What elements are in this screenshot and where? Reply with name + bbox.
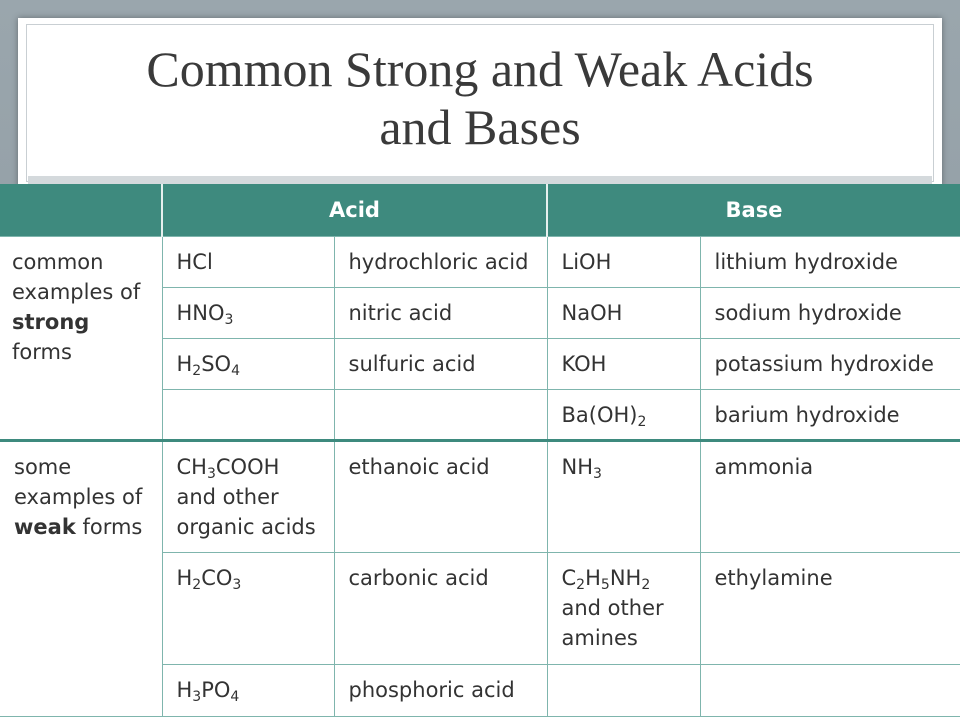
compound-name: barium hydroxide (714, 402, 900, 427)
acid-name-cell (334, 338, 547, 389)
header-acid: Acid (162, 184, 547, 236)
base-name-cell (700, 338, 960, 389)
base-formula-cell (547, 338, 700, 389)
emphasis: strong (12, 309, 90, 334)
slide-title (18, 40, 942, 156)
table-header-row (0, 184, 960, 236)
acid-formula-cell (162, 389, 334, 440)
compound-name: sulfuric acid (348, 351, 476, 376)
acid-name-cell (334, 440, 547, 552)
compound-name: ethanoic acid (348, 454, 490, 479)
table-row (0, 236, 960, 287)
chemical-formula: HCl (176, 249, 213, 274)
chemical-formula: LiOH (561, 249, 612, 274)
base-formula-cell (547, 552, 700, 664)
chemical-formula: $H_2SO_4$ (176, 351, 240, 379)
acid-formula-cell (162, 236, 334, 287)
acid-formula-cell (162, 287, 334, 338)
compound-name: phosphoric acid (348, 677, 515, 702)
compound-name: ammonia (714, 454, 814, 479)
chemical-formula: KOH (561, 351, 607, 376)
title-line-2: and Bases (379, 99, 581, 155)
acid-name-cell (334, 552, 547, 664)
base-name-cell (700, 552, 960, 664)
acid-name-cell (334, 287, 547, 338)
table-row (0, 440, 960, 552)
base-formula-cell (547, 664, 700, 716)
base-formula-cell (547, 236, 700, 287)
acid-name-cell (334, 389, 547, 440)
acid-formula-cell (162, 552, 334, 664)
acid-base-table-container (0, 184, 960, 720)
chemical-formula: $Ba(OH)_2$ (561, 402, 647, 430)
base-name-cell (700, 236, 960, 287)
header-base: Base (547, 184, 960, 236)
base-formula-cell (547, 440, 700, 552)
acid-formula-cell (162, 664, 334, 716)
chemical-formula: $H_3PO_4$ (176, 677, 240, 705)
acid-base-table (0, 184, 960, 717)
chemical-formula: NaOH (561, 300, 623, 325)
base-name-cell (700, 440, 960, 552)
base-name-cell (700, 389, 960, 440)
acid-name-cell (334, 236, 547, 287)
chemical-formula: $H_2CO_3$ (176, 565, 242, 593)
title-line-1: Common Strong and Weak Acids (146, 41, 814, 97)
title-card (18, 18, 942, 188)
compound-name: lithium hydroxide (714, 249, 898, 274)
compound-name: nitric acid (348, 300, 453, 325)
compound-name: potassium hydroxide (714, 351, 934, 376)
base-name-cell (700, 664, 960, 716)
chemical-formula: $CH_3COOH$ (176, 454, 280, 482)
strong-forms-label: common examples of strong forms (0, 236, 162, 440)
header-blank (0, 184, 162, 236)
formula-note: and other amines (561, 595, 664, 650)
formula-note: and other organic acids (176, 484, 316, 539)
compound-name: carbonic acid (348, 565, 489, 590)
acid-formula-cell (162, 338, 334, 389)
chemical-formula: $HNO_3$ (176, 300, 234, 328)
compound-name: hydrochloric acid (348, 249, 529, 274)
table-body (0, 236, 960, 716)
base-name-cell (700, 287, 960, 338)
weak-forms-label: some examples of weak forms (0, 440, 162, 716)
chemical-formula: $C_2H_5NH_2$ (561, 565, 651, 593)
base-formula-cell (547, 287, 700, 338)
emphasis: weak (14, 514, 76, 539)
base-formula-cell (547, 389, 700, 440)
title-divider (28, 176, 932, 184)
acid-name-cell (334, 664, 547, 716)
compound-name: ethylamine (714, 565, 833, 590)
chemical-formula: $NH_3$ (561, 454, 602, 482)
compound-name: sodium hydroxide (714, 300, 902, 325)
acid-formula-cell (162, 440, 334, 552)
